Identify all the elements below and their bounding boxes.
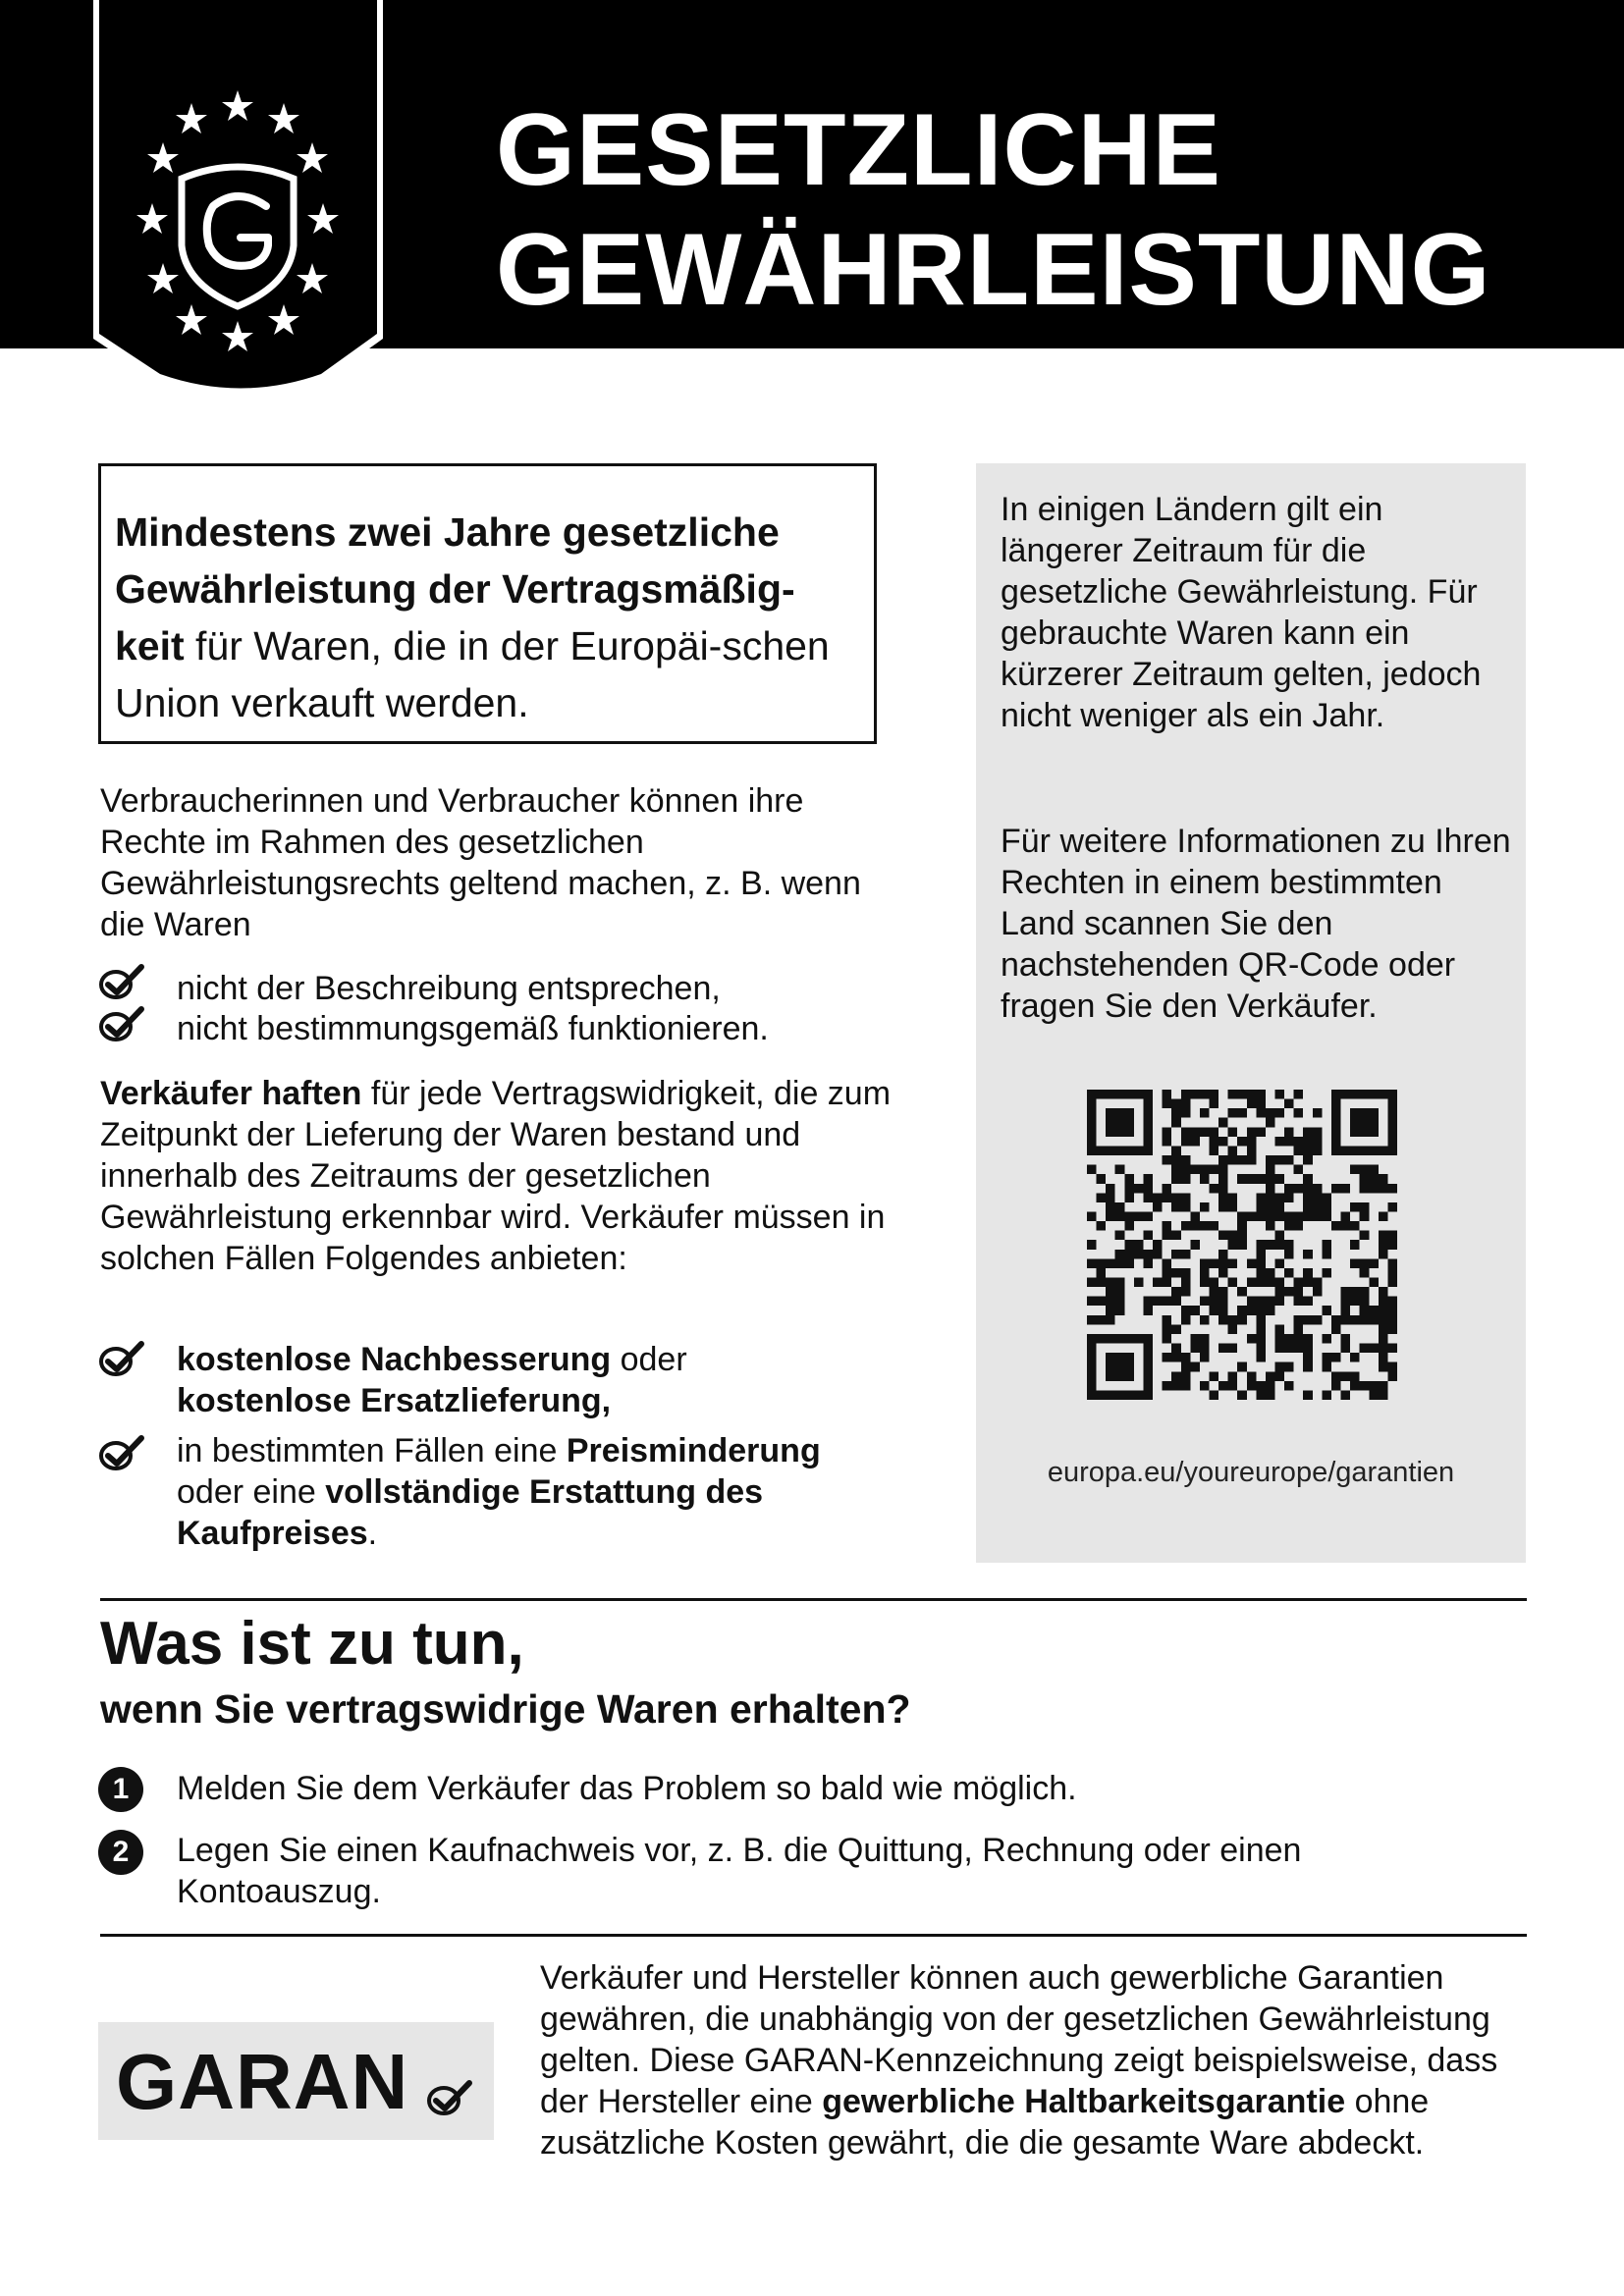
sellers-bullet-2-bold-1: Preisminderung <box>566 1432 821 1469</box>
qr-code-icon[interactable] <box>1087 1090 1397 1400</box>
step-number-2: 2 <box>98 1830 143 1875</box>
sellers-bullet-2-end: . <box>367 1515 378 1552</box>
sellers-bullet-2-bold-2: vollständige Erstattung des Kaufpreises <box>177 1473 764 1552</box>
intro-box-bold-2: keit <box>115 623 185 668</box>
checkmark-icon <box>98 963 145 1002</box>
garan-paragraph <box>540 1957 1532 2163</box>
garan-text-pre: Verkäufer und Hersteller können auch gewerbliche Garantien gewähren, die unabhängig von der gesetzlichen Gewährleistung gelten. Diese GARAN-Kennzeichnung zeigt beispielsweise, dass der Hersteller eine <box>540 1959 1498 2120</box>
title-line-2: GEWÄHRLEISTUNG <box>496 213 1491 327</box>
sellers-bullet-1-bold-2: kostenlose Ersatzlieferung, <box>177 1382 612 1419</box>
sellers-bullet-1-bold-1: kostenlose Nachbesserung <box>177 1341 612 1378</box>
checkmark-icon <box>98 1434 145 1473</box>
intro-box <box>98 463 877 744</box>
europa-url-link[interactable]: europa.eu/youreurope/garantien <box>1047 1457 1455 1488</box>
todo-subheading: wenn Sie vertragswidrige Waren erhalten? <box>100 1686 911 1732</box>
title-line-1: GESETZLICHE <box>496 93 1222 207</box>
sellers-text: für jede Vertragswidrigkeit, die zum Zeitpunkt der Lieferung der Waren bestand und innerhalb des Zeitraums der gesetzlichen Gewährleistung erkennbar wird. Verkäufer müssen in solchen Fällen Folgendes anbieten: <box>100 1075 892 1277</box>
todo-heading: Was ist zu tun, <box>100 1610 524 1678</box>
sidebar-text-2: Für weitere Informationen zu Ihren Rechten in einem bestimmten Land scannen Sie den nachstehenden QR-Code oder fragen Sie den Verkäufer. <box>1001 823 1511 1025</box>
sidebar-text-1: In einigen Ländern gilt ein längerer Zeitraum für die gesetzliche Gewährleistung. Für gebrauchte Waren kann ein kürzerer Zeitraum gelten, jedoch nicht weniger als ein Jahr. <box>1001 491 1482 734</box>
divider <box>100 1934 1527 1937</box>
sellers-bullet-1-mid: oder <box>611 1341 687 1378</box>
sellers-paragraph <box>100 1073 905 1279</box>
intro-box-rest: für Waren, die in der Europäi-schen Union verkauft werden. <box>115 623 830 725</box>
consumers-paragraph: Verbraucherinnen und Verbraucher können ihre Rechte im Rahmen des gesetzlichen Gewährleistungsrechts geltend machen, z. B. wenn die Waren <box>100 782 861 943</box>
checkmark-icon <box>98 1340 145 1379</box>
consumers-bullet-2: nicht bestimmungsgemäß funktionieren. <box>177 1010 769 1047</box>
eu-guarantee-shield-icon <box>93 0 383 402</box>
sellers-bullet-2-mid: oder eine <box>177 1473 326 1511</box>
garan-text-post: ohne zusätzliche Kosten gewährt, die die gesamte Ware abdeckt. <box>540 2083 1430 2162</box>
sellers-bold: Verkäufer haften <box>100 1075 362 1112</box>
info-sidebar <box>976 463 1526 1563</box>
step-2-text: Legen Sie einen Kaufnachweis vor, z. B. die Quittung, Rechnung oder einen Kontoauszug. <box>177 1832 1302 1910</box>
checkmark-icon <box>98 1005 145 1044</box>
sellers-bullet-2 <box>177 1430 884 1554</box>
sellers-bullet-1 <box>177 1339 923 1421</box>
step-1-text: Melden Sie dem Verkäufer das Problem so bald wie möglich. <box>177 1770 1077 1807</box>
garan-logo <box>98 2022 494 2140</box>
garan-logo-text: GARAN <box>116 2038 409 2125</box>
divider <box>100 1598 1527 1601</box>
page-title <box>496 90 1491 330</box>
intro-box-bold-1: Mindestens zwei Jahre gesetzliche Gewährleistung der Vertragsmäßig- <box>115 509 795 612</box>
sellers-bullet-2-pre: in bestimmten Fällen eine <box>177 1432 567 1469</box>
garan-check-icon <box>425 2079 474 2118</box>
step-number-1: 1 <box>98 1767 143 1812</box>
consumers-bullet-1: nicht der Beschreibung entsprechen, <box>177 970 721 1007</box>
garan-text-bold: gewerbliche Haltbarkeitsgarantie <box>822 2083 1346 2120</box>
